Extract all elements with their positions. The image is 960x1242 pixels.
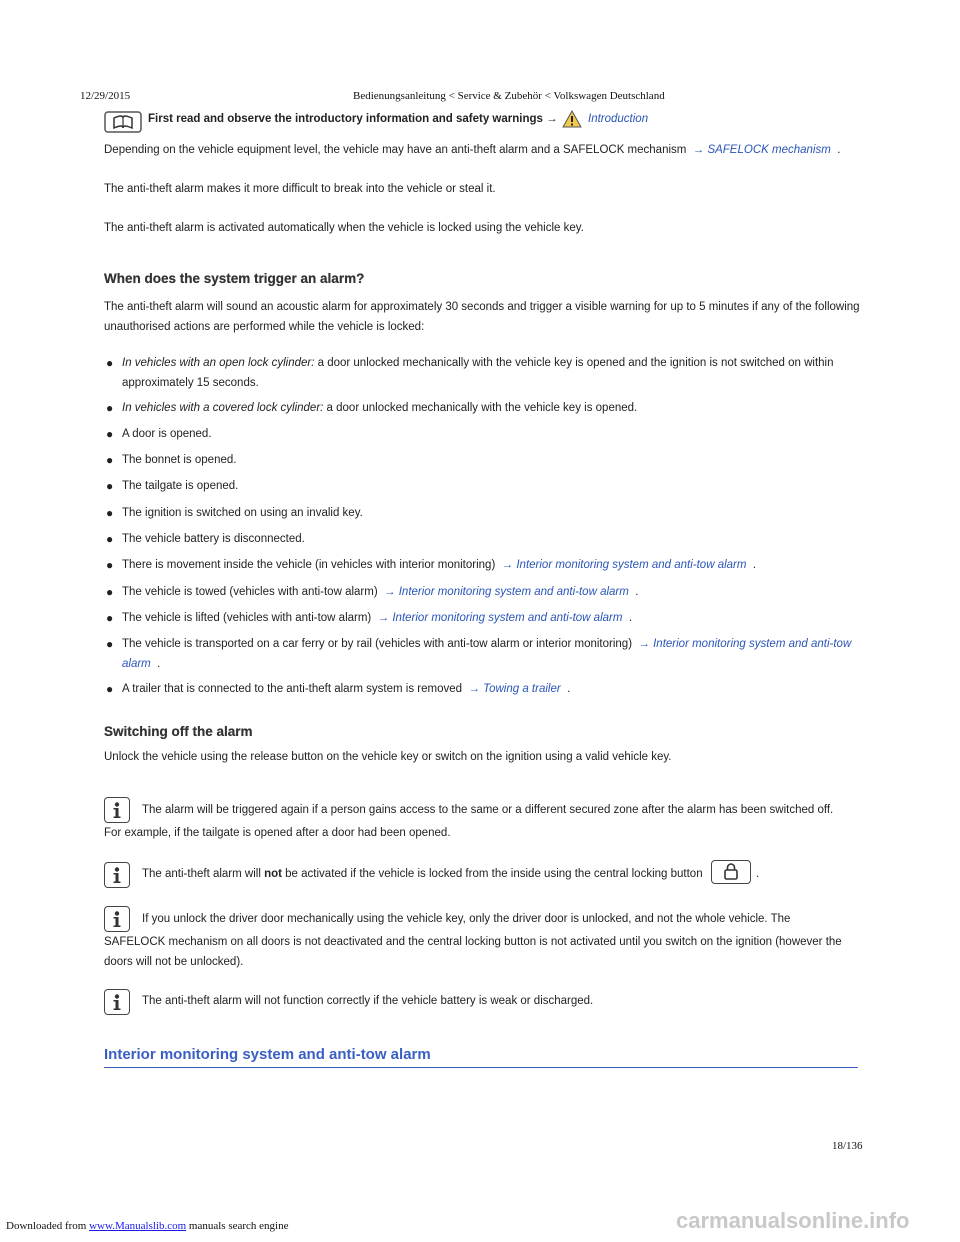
note-driver-door-cont: SAFELOCK mechanism on all doors is not deactivated and the central locking button is not activated until you switch on the ignition (however the doors will not be unlocked). [104,936,842,968]
bullet-text: The ignition is switched on using an invalid key. [122,507,363,519]
bullet-period: . [752,559,757,571]
bullet-italic: In vehicles with an open lock cylinder: [122,357,315,369]
bullet-text: The bonnet is opened. [122,454,237,466]
intro-warning-text [148,113,558,125]
lock-button-icon [711,860,751,884]
interior-monitoring-link[interactable]: → Interior monitoring system and anti-tow alarm [384,586,629,598]
interior-monitoring-link[interactable]: → Interior monitoring system and anti-tow alarm [501,559,747,571]
heading-interior-monitoring: Interior monitoring system and anti-tow alarm [104,1046,858,1068]
safelock-link[interactable]: → SAFELOCK mechanism [692,144,831,156]
bullet-text: a door unlocked mechanically with the vehicle key is opened and the ignition is not switched on within approximately 15 seconds. [122,357,834,389]
footer-suffix: manuals search engine [186,1220,289,1232]
note-retrigger-cont: For example, if the tailgate is opened after a door had been opened. [104,827,451,839]
switching-off-text: Unlock the vehicle using the release button on the vehicle key or switch on the ignition using a valid vehicle key. [104,751,672,763]
note-battery: The anti-theft alarm will not function correctly if the vehicle battery is weak or discharged. [142,995,594,1007]
info-icon [104,797,130,823]
page-number: 18/136 [832,1140,863,1152]
bullet-period: . [567,683,571,695]
intro-warning-label: First read and observe the introductory information and safety warnings [148,113,543,125]
trigger-intro: The anti-theft alarm will sound an acoustic alarm for approximately 30 seconds and trigger a visible warning for up to 5 minutes if any of the following unauthorised actions are performed while the vehicle is locked: [104,301,860,333]
intro-arrow: → [546,113,558,125]
print-date: 12/29/2015 [80,90,131,102]
bullet-text: There is movement inside the vehicle (in vehicles with interior monitoring) [122,559,496,571]
warning-triangle-icon [562,110,582,128]
interior-monitoring-link[interactable]: → Interior monitoring system and anti-tow alarm [122,638,852,670]
towing-trailer-link[interactable]: → Towing a trailer [468,683,561,695]
bullet-text: The vehicle is towed (vehicles with anti-tow alarm) [122,586,378,598]
print-title: Bedienungsanleitung < Service & Zubehör < Volkswagen Deutschland [353,90,665,102]
note-text: be activated if the vehicle is locked from the inside using the central locking button [281,868,703,880]
footer [6,1220,288,1232]
bullet-text: a door unlocked mechanically with the vehicle key is opened. [323,402,638,414]
watermark: carmanualsonline.info [676,1208,910,1233]
paragraph-end: . [837,144,841,156]
note-not-activated [142,864,722,884]
note-driver-door: If you unlock the driver door mechanically using the vehicle key, only the driver door is unlocked, and not the whole vehicle. The [142,913,791,925]
heading-switching-off: Switching off the alarm [104,724,253,739]
heading-trigger: When does the system trigger an alarm? [104,271,365,286]
info-icon [104,989,130,1015]
bullet-text: A trailer that is connected to the anti-theft alarm system is removed [122,683,463,695]
paragraph-activated: The anti-theft alarm is activated automatically when the vehicle is locked using the vehicle key. [104,222,584,234]
note-retrigger: The alarm will be triggered again if a person gains access to the same or a different secured zone after the alarm has been switched off. [142,804,834,816]
bullet-period: . [635,586,639,598]
introduction-link[interactable]: Introduction [588,113,649,125]
interior-monitoring-link[interactable]: → Interior monitoring system and anti-tow alarm [377,612,623,624]
note-bold: not [264,868,282,880]
manualslib-link[interactable]: www.Manualslib.com [89,1220,187,1232]
note-end-period: . [756,868,760,880]
info-icon [104,906,130,932]
paragraph-safelock [104,140,864,160]
bullet-text: A door is opened. [122,428,212,440]
info-icon [104,862,130,888]
bullet-text: The vehicle is transported on a car ferry or by rail (vehicles with anti-tow alarm or interior monitoring) [122,638,633,650]
bullet-text: The tailgate is opened. [122,480,239,492]
footer-prefix: Downloaded from [6,1220,90,1232]
paragraph-safelock-text: Depending on the vehicle equipment level, the vehicle may have an anti-theft alarm and a SAFELOCK mechanism [104,144,687,156]
bullet-text: The vehicle is lifted (vehicles with anti-tow alarm) [122,612,372,624]
paragraph-difficult: The anti-theft alarm makes it more difficult to break into the vehicle or steal it. [104,183,496,195]
book-icon [104,110,142,134]
note-text: The anti-theft alarm will [142,868,265,880]
bullet-period: . [628,612,633,624]
bullet-italic: In vehicles with a covered lock cylinder: [122,402,324,414]
bullet-text: The vehicle battery is disconnected. [122,533,305,545]
bullet-period: . [157,658,161,670]
